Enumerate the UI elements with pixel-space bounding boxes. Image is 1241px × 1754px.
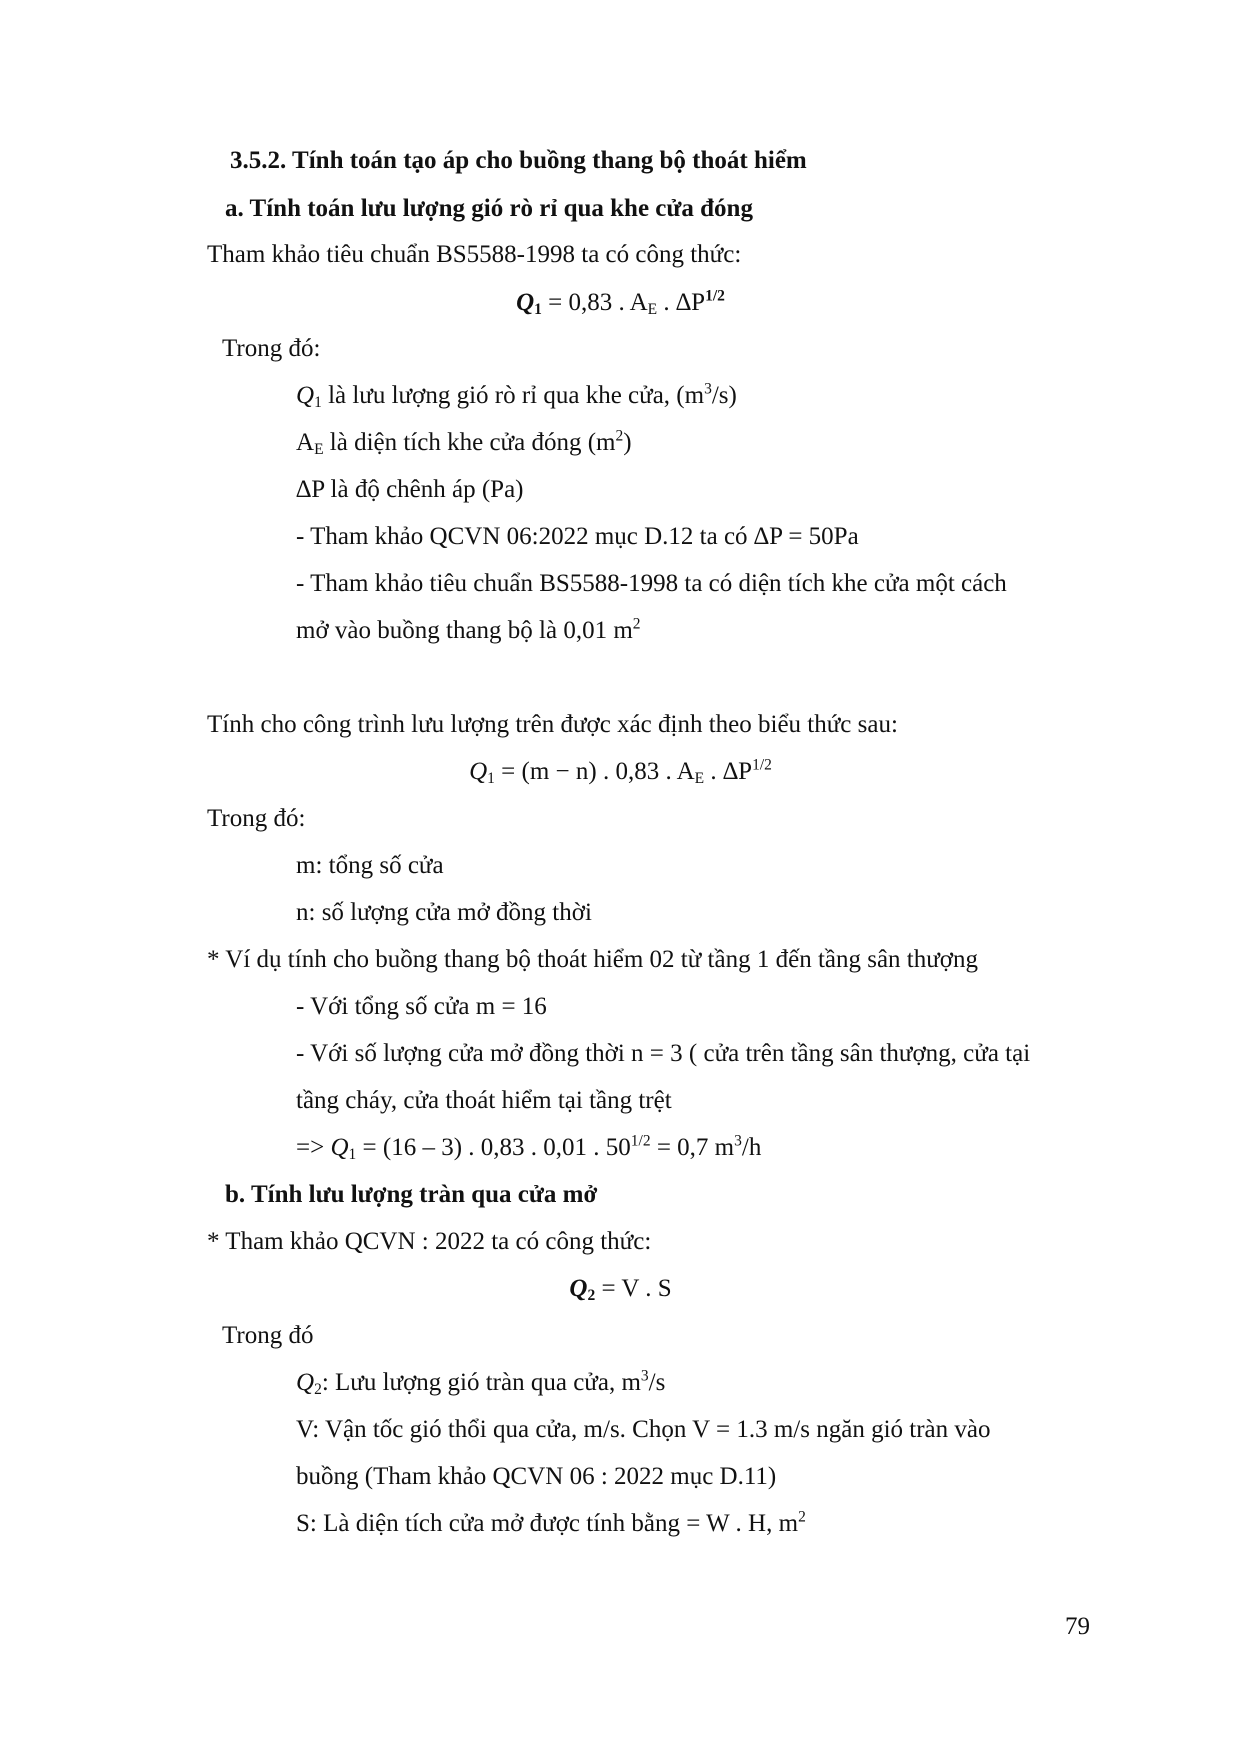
symbol: Q [296, 382, 315, 409]
definition-dp: ∆P là độ chênh áp (Pa) [296, 476, 524, 503]
calc-intro: Tính cho công trình lưu lượng trên được xác định theo biểu thức sau: [207, 711, 898, 738]
reference-bs5588-line2 [296, 616, 641, 646]
reference-qcvn: - Tham khảo QCVN 06:2022 mục D.12 ta có ∆P = 50Pa [296, 523, 859, 550]
reference-bs5588-line1: - Tham khảo tiêu chuẩn BS5588-1998 ta có diện tích khe cửa một cách [296, 570, 1007, 597]
superscript: 2 [798, 1508, 806, 1526]
definition-q2 [296, 1368, 665, 1398]
section-heading: 3.5.2. Tính toán tạo áp cho buồng thang bộ thoát hiểm [230, 147, 807, 174]
definition-text: S: Là diện tích cửa mở được tính bằng = W . H, m [296, 1510, 799, 1537]
definition-q1 [296, 381, 737, 411]
formula-rhs: . ∆P [657, 289, 706, 316]
definition-v-line2: buồng (Tham khảo QCVN 06 : 2022 mục D.11) [296, 1463, 777, 1490]
formula-subscript: E [647, 300, 658, 318]
formula-subscript: 1 [487, 769, 495, 787]
formula-q1-building [0, 757, 1241, 787]
n-value-line2: tầng cháy, cửa thoát hiểm tại tầng trệt [296, 1087, 672, 1114]
n-value-line1: - Với số lượng cửa mở đồng thời n = 3 ( cửa trên tầng sân thượng, cửa tại [296, 1040, 1031, 1067]
where-label-2: Trong đó: [207, 805, 306, 832]
result-text: => [296, 1134, 331, 1161]
definition-ae [296, 428, 632, 458]
where-label: Trong đó: [222, 335, 321, 362]
superscript: 2 [615, 427, 624, 445]
reference-text: mở vào buồng thang bộ là 0,01 m [296, 617, 633, 644]
symbol: Q [330, 1134, 349, 1161]
superscript: 3 [704, 380, 712, 398]
result-text: /h [741, 1134, 762, 1161]
formula-rhs: = 0,83 . A [541, 289, 648, 316]
page-number: 79 [1065, 1613, 1090, 1640]
definition-v-line1: V: Vận tốc gió thổi qua cửa, m/s. Chọn V = 1.3 m/s ngăn gió tràn vào [296, 1416, 991, 1443]
formula-symbol: Q [516, 289, 535, 316]
part-b-intro: * Tham khảo QCVN : 2022 ta có công thức: [207, 1228, 652, 1255]
symbol: A [296, 429, 315, 456]
part-b-heading: b. Tính lưu lượng tràn qua cửa mở [225, 1181, 598, 1208]
result-text: = (16 – 3) . 0,83 . 0,01 . 50 [356, 1134, 631, 1161]
formula-subscript: 2 [587, 1286, 596, 1304]
part-a-heading: a. Tính toán lưu lượng gió rò rỉ qua khe cửa đóng [225, 195, 753, 222]
formula-exponent: 1/2 [705, 287, 725, 305]
formula-rhs: = V . S [595, 1275, 672, 1302]
definition-text: ) [623, 429, 632, 456]
m-value: - Với tổng số cửa m = 16 [296, 993, 547, 1020]
definition-text: /s) [711, 382, 737, 409]
where-label-3: Trong đó [222, 1322, 314, 1349]
subscript: E [314, 440, 324, 458]
definition-text: là diện tích khe cửa đóng (m [323, 429, 616, 456]
formula-subscript: 1 [534, 300, 542, 318]
result-text: = 0,7 m [650, 1134, 735, 1161]
superscript: 3 [640, 1367, 649, 1385]
part-a-intro: Tham khảo tiêu chuẩn BS5588-1998 ta có công thức: [207, 241, 742, 268]
formula-subscript: E [694, 769, 705, 787]
formula-rhs: . ∆P [704, 758, 753, 785]
formula-symbol: Q [569, 1275, 588, 1302]
example-line: * Ví dụ tính cho buồng thang bộ thoát hiểm 02 từ tầng 1 đến tầng sân thượng [207, 946, 979, 973]
formula-q1 [0, 288, 1241, 318]
subscript: 2 [314, 1380, 322, 1398]
definition-text: /s [648, 1369, 666, 1396]
formula-symbol: Q [469, 758, 488, 785]
superscript: 1/2 [630, 1132, 651, 1150]
symbol: Q [296, 1369, 315, 1396]
definition-text: : Lưu lượng gió tràn qua cửa, m [321, 1369, 641, 1396]
definition-m: m: tổng số cửa [296, 852, 444, 879]
superscript: 3 [734, 1132, 742, 1150]
subscript: 1 [314, 393, 322, 411]
result-line [296, 1133, 761, 1163]
subscript: 1 [348, 1145, 357, 1163]
formula-q2 [0, 1274, 1241, 1304]
definition-n: n: số lượng cửa mở đồng thời [296, 899, 592, 926]
formula-exponent: 1/2 [752, 756, 772, 774]
formula-rhs: = (m − n) . 0,83 . A [494, 758, 695, 785]
definition-text: là lưu lượng gió rò rỉ qua khe cửa, (m [321, 382, 705, 409]
definition-s [296, 1509, 806, 1539]
superscript: 2 [632, 615, 641, 633]
